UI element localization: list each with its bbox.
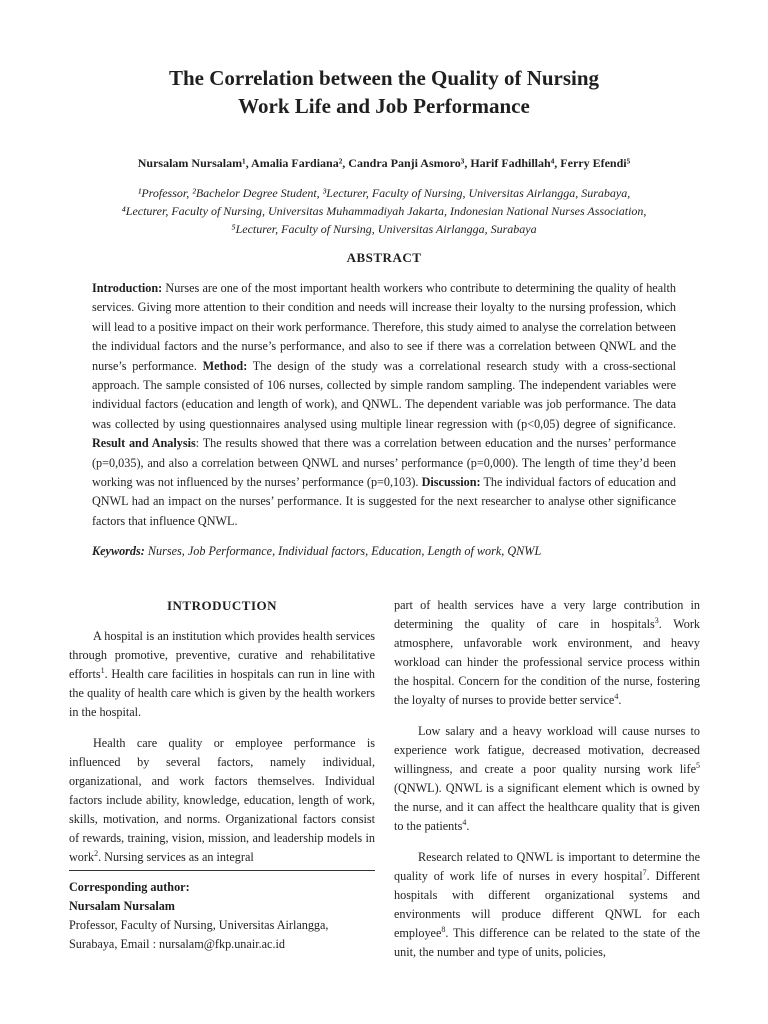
p5-text-c: . This difference can be related to the state of the unit, the number and type of units, policies, (394, 926, 700, 959)
corresponding-label: Corresponding author: (69, 880, 190, 894)
p5-citation: 7 (642, 867, 647, 877)
p3-text-c: . (618, 693, 622, 707)
abstract-result-label: Result and Analysis (92, 436, 196, 451)
p2-citation: 2 (94, 848, 99, 858)
abstract-intro-label: Introduction: (92, 281, 163, 295)
p3-citation-2: 4 (614, 691, 619, 701)
keywords-label: Keywords: (92, 544, 145, 558)
p3-citation: 3 (654, 615, 659, 625)
p5-text-b: . Different hospitals with different organizational systems and environments will produce different QNWL for each employee (394, 869, 700, 940)
corresponding-affiliation: Professor, Faculty of Nursing, Universitas Airlangga, (69, 918, 329, 932)
author-list: Nursalam Nursalam¹, Amalia Fardiana², Candra Panji Asmoro³, Harif Fadhillah⁴, Ferry Efendi⁵ (137, 156, 631, 170)
abstract-discussion-label: Discussion: (421, 475, 481, 490)
corresponding-email: Surabaya, Email : nursalam@fkp.unair.ac.id (69, 937, 285, 951)
introduction-heading: INTRODUCTION (166, 598, 277, 613)
corresponding-name: Nursalam Nursalam (69, 899, 175, 913)
abstract-intro-text: Nurses are one of the most important health workers who contribute to determining the quality of health services. Giving more attention to their condition and needs will increase their loyalty to the nursing profession, which will lead to a positive impact on their work performance. Therefore, this study aimed to analyse the correlation between the individual factors and the nurse’s performance, and also to see if there was a correlation between QNWL and the nurse’s performance. (92, 281, 676, 373)
affiliation-line-3: ⁵Lecturer, Faculty of Nursing, Universitas Airlangga, Surabaya (231, 222, 537, 236)
p4-citation: 5 (696, 760, 700, 770)
p5-text-a: Research related to QNWL is important to determine the quality of work life of nurses in every hospital (394, 850, 700, 883)
keywords-text: Nurses, Job Performance, Individual factors, Education, Length of work, QNWL (144, 544, 542, 558)
left-column (69, 596, 375, 879)
intro-paragraph-2 (69, 734, 375, 867)
p3-text-a: part of health services have a very large contribution in determining the quality of care in hospitals (394, 598, 700, 631)
p1-text-b: . Health care facilities in hospitals can run in line with the quality of health care which is given by the health workers in the hospital. (69, 667, 375, 719)
corresponding-author (69, 878, 375, 954)
p3-text-b: . Work atmosphere, unfavorable work environment, and heavy workload can hinder the professional service process within the hospital. Concern for the condition of the nurse, fostering the loyalty of nurses to provide better service (394, 617, 700, 707)
p4-text-c: . (466, 819, 470, 833)
affiliation-line-1: ¹Professor, ²Bachelor Degree Student, ³Lecturer, Faculty of Nursing, Universitas Airlangga, Surabaya, (137, 186, 631, 200)
intro-paragraph-1 (69, 627, 375, 722)
p2-text-a: Health care quality or employee performance is influenced by several factors, namely individual, organizational, and work factors themselves. Individual factors include ability, knowledge, education, length of work, skills, motivation, and norms. Organizational factors consist of rewards, training, vision, mission, and leadership models in work (69, 736, 375, 864)
intro-paragraph-4 (394, 722, 700, 836)
p4-citation-2: 4 (462, 817, 467, 827)
paper-title (60, 64, 708, 120)
keywords (92, 544, 676, 559)
p2-text-b: . Nursing services as an integral (98, 850, 254, 864)
abstract-heading: ABSTRACT (346, 250, 422, 265)
abstract-method-text: The design of the study was a correlational research study with a cross-sectional approach. The sample consisted of 106 nurses, collected by simple random sampling. The independent variables were individual factors (education and length of work), and QNWL. The dependent variable was job performance. The data was collected by using questionnaires analysed using multiple linear regression with (p<0,05) degree of significance. (92, 358, 676, 431)
abstract-discussion-text: The individual factors of education and QNWL had an impact on the nurses’ performance. It is suggested for the next researcher to analyse other significance factors that influence QNWL. (92, 475, 676, 528)
p1-citation: 1 (100, 665, 105, 675)
right-column (394, 596, 700, 974)
p5-citation-2: 8 (441, 924, 446, 934)
abstract-result-text: : The results showed that there was a correlation between education and the nurses’ performance (p=0,035), and also a correlation between QNWL and nurses’ performance (p=0,000). The length of time they’d been working was not influenced by the nurses’ performance (p=0,103). (92, 436, 676, 490)
p4-text-b: (QNWL). QNWL is a significant element which is owned by the nurse, and it can affect the healthcare quality that is given to the patients (394, 781, 700, 833)
intro-paragraph-3 (394, 596, 700, 710)
title-line-2: Work Life and Job Performance (238, 94, 530, 118)
title-line-1: The Correlation between the Quality of Nursing (168, 66, 600, 90)
p1-text-a: A hospital is an institution which provides health services through promotive, preventive, curative and rehabilitative efforts (69, 629, 375, 681)
footnote-divider (69, 870, 375, 871)
intro-paragraph-5 (394, 848, 700, 962)
p4-text-a: Low salary and a heavy workload will cause nurses to experience work fatigue, decreased motivation, decreased willingness, and create a poor quality nursing work life (394, 724, 700, 776)
abstract-body (92, 279, 676, 531)
abstract-method-label: Method: (202, 358, 248, 373)
affiliation-line-2: ⁴Lecturer, Faculty of Nursing, Universitas Muhammadiyah Jakarta, Indonesian National Nurses Association, (121, 204, 647, 218)
affiliations (40, 184, 728, 238)
